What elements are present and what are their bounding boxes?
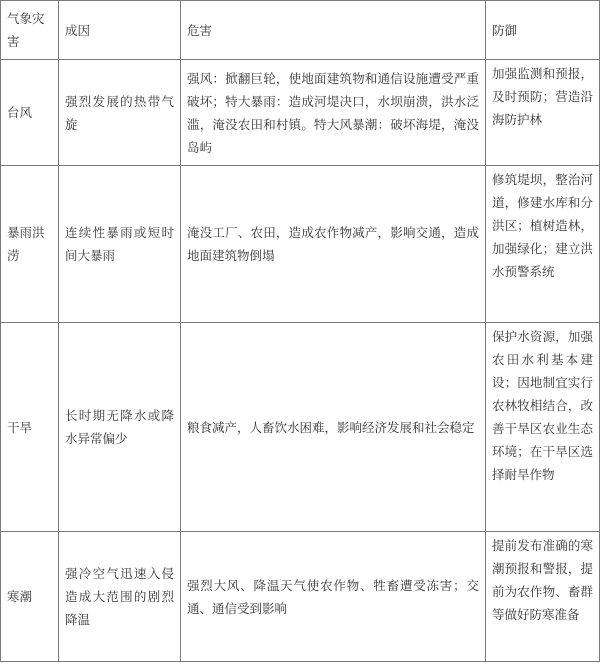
cell-cause: 连续性暴雨或短时间大暴雨 — [59, 166, 181, 323]
table-row — [1, 60, 600, 166]
cell-cause: 强冷空气迅速入侵造成大范围的剧烈降温 — [59, 532, 181, 662]
cell-defense: 保护水资源，加强农田水利基本建设；因地制宜实行农林牧相结合，改善干旱区农业生态环境；在干旱区选择耐旱作物 — [486, 323, 600, 532]
cell-harm: 强烈大风、降温天气使农作物、牲畜遭受冻害；交通、通信受到影响 — [181, 532, 486, 662]
header-defense: 防御 — [486, 1, 600, 60]
cell-disaster: 暴雨洪涝 — [1, 166, 59, 323]
table-row — [1, 532, 600, 662]
cell-cause: 强烈发展的热带气旋 — [59, 60, 181, 166]
cell-defense: 提前发布准确的寒潮预报和警报，提前为农作物、畜群等做好防寒准备 — [486, 532, 600, 662]
header-disaster: 气象灾害 — [1, 1, 59, 60]
cell-harm: 强风：掀翻巨轮，使地面建筑物和通信设施遭受严重破坏；特大暴雨：造成河堤决口，水坝崩溃，洪水泛滥，淹没农田和村镇。特大风暴潮：破坏海堤，淹没岛屿 — [181, 60, 486, 166]
header-harm: 危害 — [181, 1, 486, 60]
cell-disaster: 寒潮 — [1, 532, 59, 662]
cell-harm: 粮食减产，人畜饮水困难，影响经济发展和社会稳定 — [181, 323, 486, 532]
table-header-row — [1, 1, 600, 60]
cell-defense: 修筑堤坝，整治河道，修建水库和分洪区；植树造林，加强绿化；建立洪水预警系统 — [486, 166, 600, 323]
table-row — [1, 166, 600, 323]
table-row — [1, 323, 600, 532]
cell-defense: 加强监测和预报，及时预防；营造沿海防护林 — [486, 60, 600, 166]
cell-harm: 淹没工厂、农田，造成农作物减产，影响交通，造成地面建筑物倒塌 — [181, 166, 486, 323]
header-cause: 成因 — [59, 1, 181, 60]
cell-disaster: 干旱 — [1, 323, 59, 532]
cell-disaster: 台风 — [1, 60, 59, 166]
cell-cause: 长时期无降水或降水异常偏少 — [59, 323, 181, 532]
